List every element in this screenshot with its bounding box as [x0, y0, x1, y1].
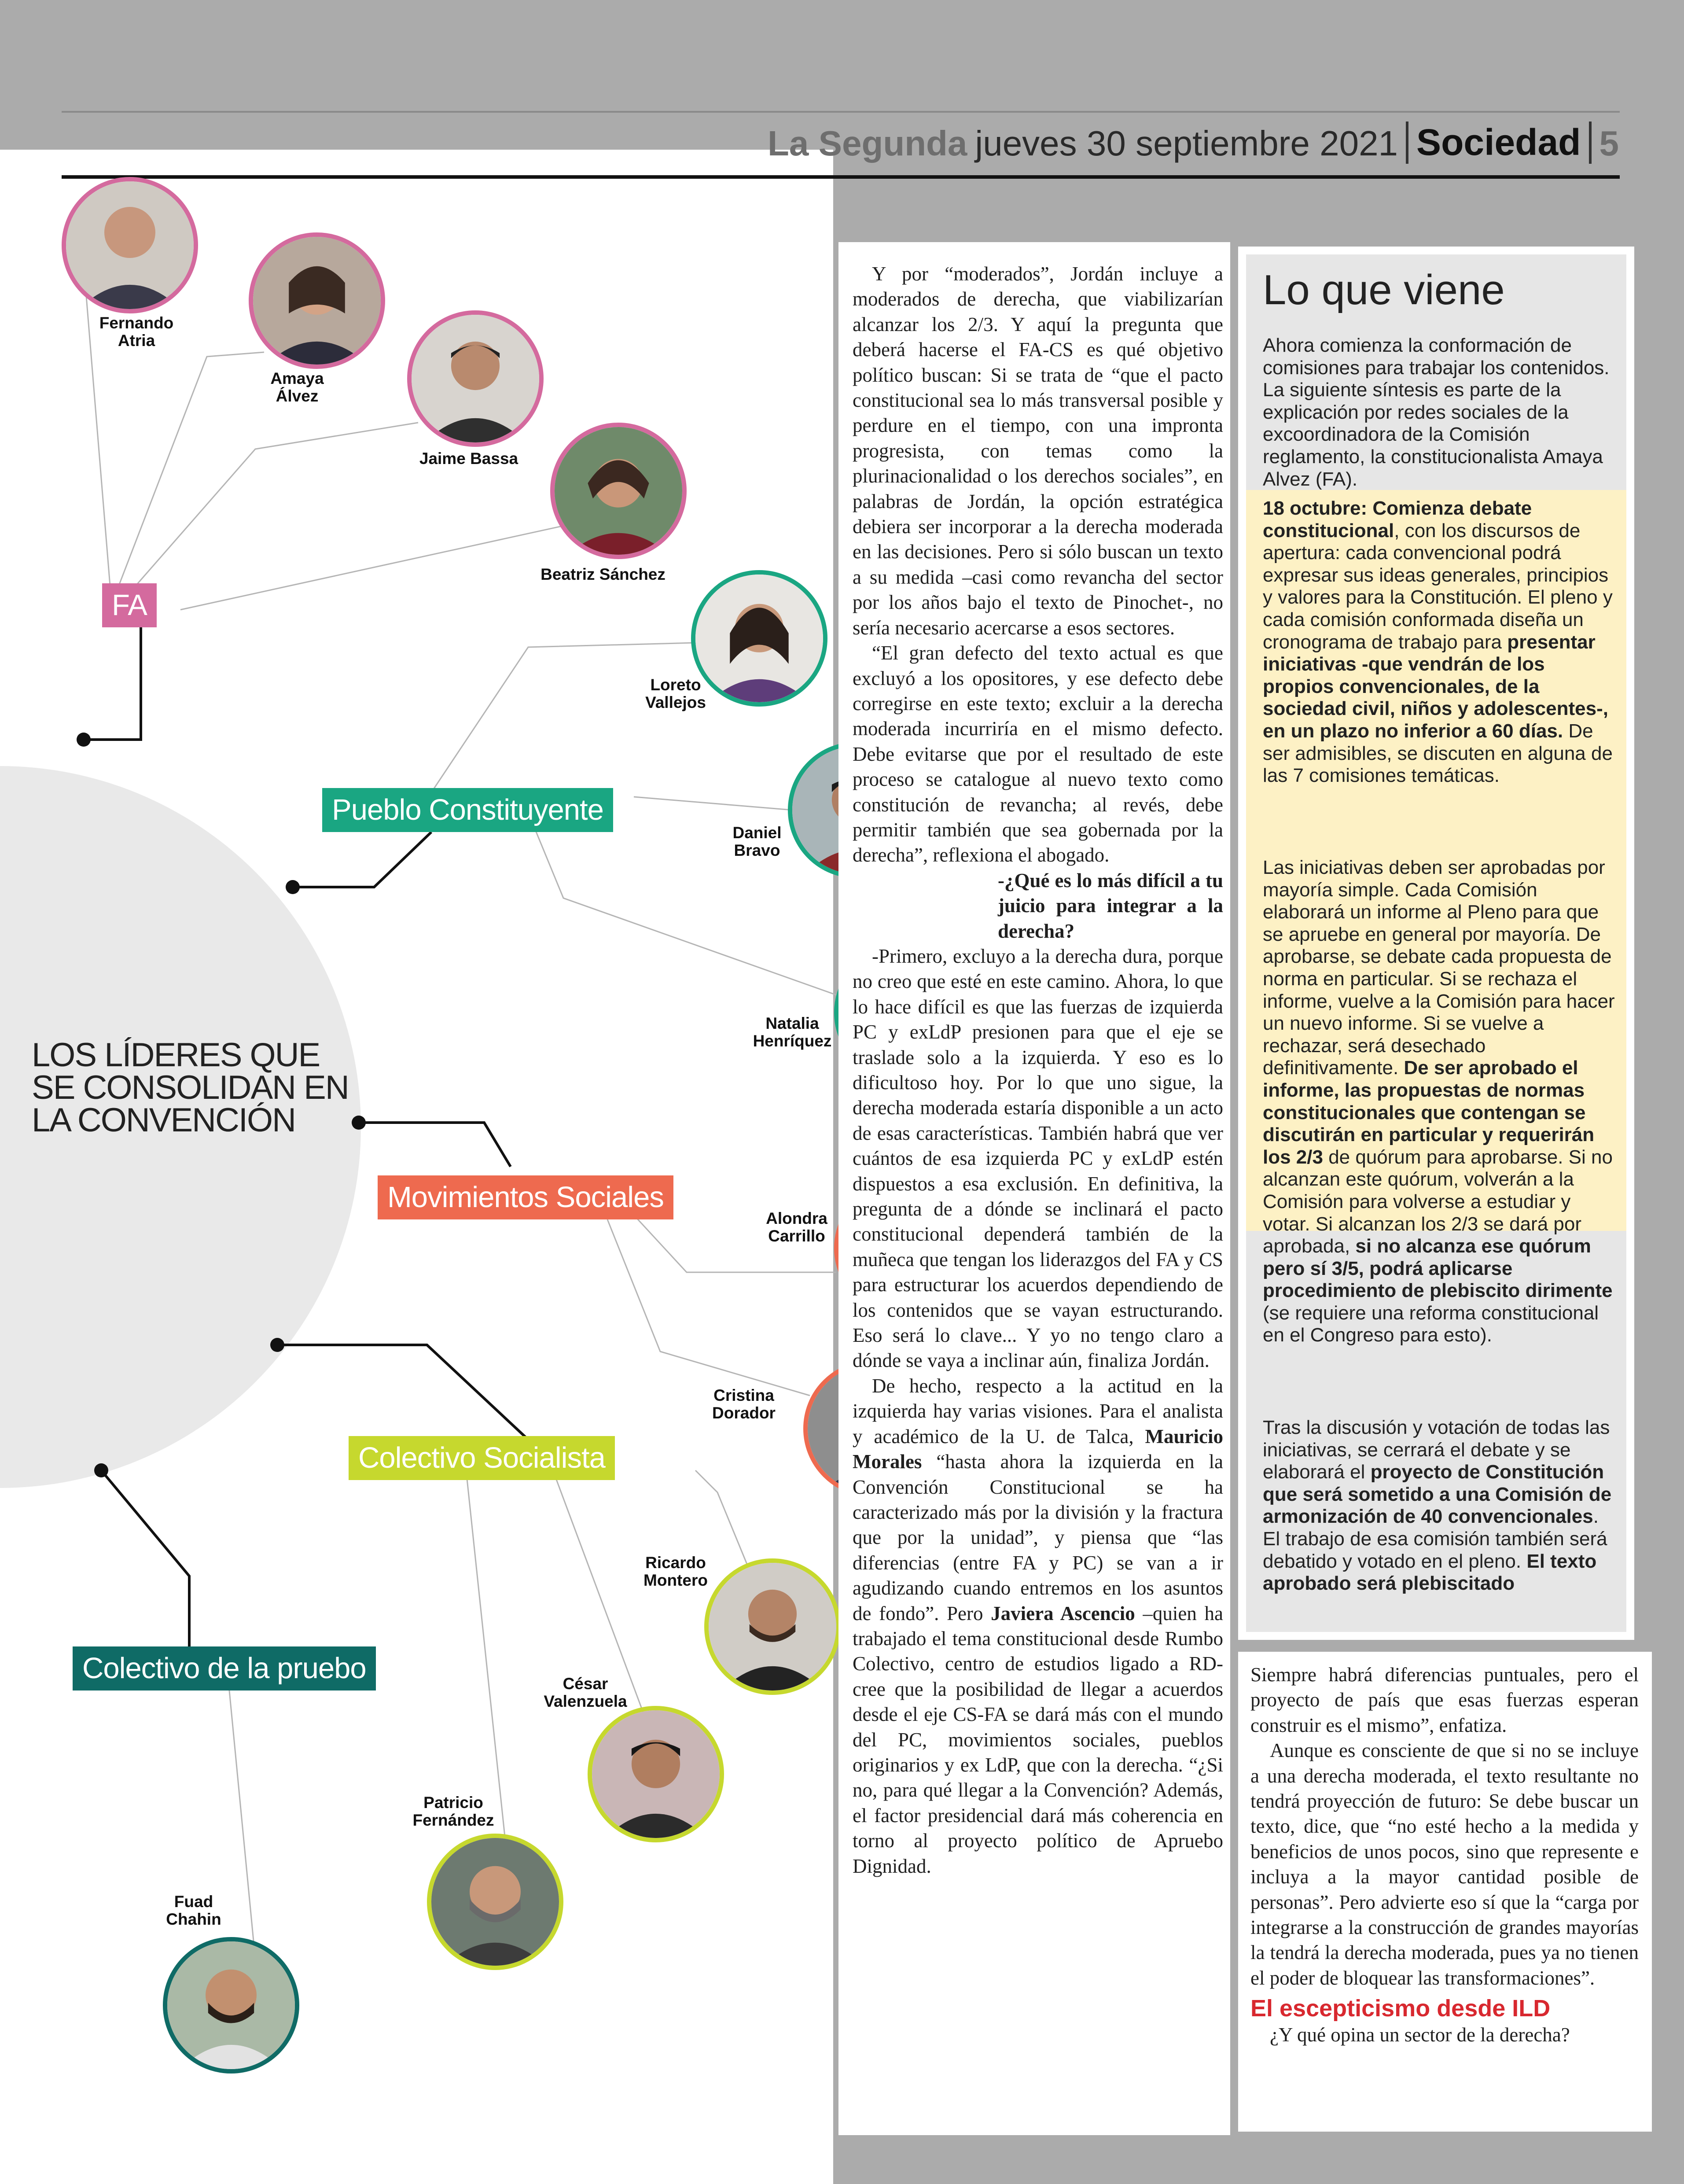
line-alvez: [119, 352, 264, 586]
name-loreto-vallejos: Loreto Vallejos: [645, 676, 706, 711]
name-fuad-chahin: Fuad Chahin: [166, 1893, 221, 1928]
name-natalia-henriquez: Natalia Henríquez: [753, 1014, 832, 1050]
paragraph: Aunque es consciente de que si no se incluye a una derecha moderada, el texto resultante no tendrá proyección de futuro: Se debe buscar un texto, dice, que “no esté hecho a la medida y beneficios de unos pocos, sino que represente e incluya a la mayor cantidad posible de personas”. Pero advierte eso sí que la “carga por integrarse a la construcción de grandes mayorías la tendrá la derecha moderada, pues ya no tienen el poder de bloquear las transformaciones”.: [1250, 1739, 1639, 1989]
tag-movimientos-sociales: Movimientos Sociales: [378, 1175, 673, 1219]
interview-question: -¿Qué es lo más difícil a tu juicio para integrar a la derecha?: [998, 869, 1223, 942]
sidebar-step-2: Las iniciativas deben ser aprobadas por mayoría simple. Cada Comisión elaborará un informe al Pleno para que se apruebe en general por mayoría. De aprobarse, se debate cada propuesta de norma en particular. Si se rechaza el informe, vuelve a la Comisión para hacer un nuevo informe. Si se vuelve a rechazar, será desechado definitivamente. De ser aprobado el informe, las propuestas de normas constitucionales que contengan se discutirán en particular y requerirán los 2/3 de quórum para aprobarse. Si no alcanzan este quórum, volverán a la Comisión para volverse a estudiar y votar. Si alcanzan los 2/3 se dará por aprobada, si no alcanza ese quórum pero sí 3/5, podrá aplicarse procedimiento de plebiscito dirimente (se requiere una reforma constitucional en el Congreso para esto).: [1263, 857, 1615, 1346]
masthead: [768, 115, 1619, 164]
photo-patricio-fernandez: [427, 1834, 563, 1970]
tag-colectivo-socialista: Colectivo Socialista: [349, 1436, 615, 1480]
photo-ricardo-montero: [704, 1558, 841, 1695]
person-avatar-icon: [592, 1710, 720, 1838]
sidebar-inner: [1246, 254, 1626, 1632]
line-montero: [695, 1470, 748, 1567]
paragraph: Y por “moderados”, Jordán incluye a moderados de derecha, que viabilizarían alcanzar los 2/3. Y aquí la pregunta que deberá hacerse el FA-CS es qué objetivo político buscan: Si se trata de “que el pacto constitucional sea lo más transversal posible y perdure en el tiempo, con una impronta progresista, con temas como la plurinacionalidad o los derechos sociales”, en palabras de Jordán, la opción estratégica debiera ser incorporar a la derecha moderada en las decisiones. Pero si sólo buscan un texto a su medida –casi como revancha del sector por los años bajo el texto de Pinochet-, no sería necesario acercarse a esos sectores.: [853, 263, 1223, 639]
person-avatar-icon: [412, 315, 539, 442]
name-ricardo-montero: Ricardo Montero: [643, 1554, 708, 1589]
tag-fa: FA: [102, 583, 157, 627]
name-alondra-carrillo: Alondra Carrillo: [766, 1209, 827, 1245]
sidebar-title: Lo que viene: [1263, 266, 1505, 313]
name-jaime-bassa: Jaime Bassa: [419, 449, 518, 468]
name-fernando-atria: Fernando Atria: [99, 314, 174, 350]
masthead-separator: [1406, 122, 1408, 164]
photo-jaime-bassa: [407, 310, 544, 447]
photo-fernando-atria: [62, 177, 198, 313]
masthead-separator: [1589, 122, 1592, 164]
trunk-fa: [84, 625, 141, 740]
paragraph: -Primero, excluyo a la derecha dura, porque no creo que esté en este camino. Ahora, lo que lo hace difícil es que las fuerzas de izquierda PC y exLdP presionen para que el eje se traslade solo a la izquierda. Y eso es lo dificultoso hoy. Por lo que uno sigue, la derecha moderada estaría disponible a un acto de esas características. También habrá que ver cuántos de esa izquierda PC y exLdP estén dispuestos a esa exclusión. En definitiva, la pregunta de a dónde se inclinará el pacto constitucional dependerá también de la muñeca que tengan los liderazgos del FA y CS para estructurar los acuerdos dependiendo de los contenidos que se vayan estructurando. Eso será lo clave... Y yo no tengo claro a dónde se vaya a inclinar aún, finaliza Jordán.: [853, 945, 1223, 1372]
sidebar-intro: Ahora comienza la conformación de comisiones para trabajar los contenidos. La siguiente síntesis es parte de la explicación por redes sociales de la excoordinadora de la Comisión reglamento, la constitucionalista Amaya Alvez (FA).: [1263, 335, 1610, 490]
infographic-headline: [32, 1036, 393, 1139]
sidebar-box: [1238, 247, 1634, 1640]
person-name: Mauricio Morales: [853, 1425, 1223, 1473]
headline-line: LA CONVENCIÓN: [32, 1101, 296, 1139]
paragraph: ¿Y qué opina un sector de la derecha?: [1270, 2024, 1570, 2046]
trunk-pueblo: [293, 832, 431, 887]
headline-line: SE CONSOLIDAN EN: [32, 1069, 349, 1106]
photo-fuad-chahin: [163, 1937, 299, 2074]
headline-line: LOS LÍDERES QUE: [32, 1036, 320, 1074]
sidebar-step-3: Tras la discusión y votación de todas las iniciativas, se cerrará el debate y se elaborará el proyecto de Constitución que será sometido a una Comisión de armonización de 40 convencionales. El trabajo de esa comisión también será debatido y votado en el pleno. El texto aprobado será plebiscitado: [1263, 1417, 1612, 1595]
article-body: [838, 242, 1230, 1879]
article-column-middle: [838, 242, 1230, 2135]
issue-date: jueves 30 septiembre 2021: [975, 124, 1398, 163]
trunk-apruebo: [101, 1470, 189, 1646]
tag-colectivo-apruebo: Colectivo de la pruebo: [73, 1646, 376, 1690]
name-cristina-dorador: Cristina Dorador: [712, 1386, 776, 1422]
name-amaya-alvez: Amaya Álvez: [270, 369, 324, 405]
name-patricio-fernandez: Patricio Fernández: [412, 1794, 494, 1829]
paragraph: De hecho, respecto a la actitud en la izquierda hay varias visiones. Para el analista y académico de la U. de Talca, Mauricio Morales “hasta ahora la izquierda en la Convención Constitucional se ha caracterizado más por la división y la fractura que por la unidad”, y piensa que “las diferencias (entre FA y PC) se van a ir agudizando cuando entremos en los asuntos de fondo”. Pero Javiera Ascencio –quien ha trabajado el tema constitucional desde Rumbo Colectivo, centro de estudios ligado a RD- cree que la posibilidad de llegar a acuerdos desde el eje CS-FA se dará más con el mundo del PC, movimientos sociales, pueblos originarios y ex LdP, que con la derecha. “¿Si no, para qué llegar a la Convención? Además, el factor presidencial dará más coherencia en torno al proyecto político de Apruebo Dignidad.: [853, 1374, 1223, 1877]
person-avatar-icon: [167, 1941, 295, 2069]
photo-cesar-valenzuela: [588, 1706, 724, 1842]
trunk-colectivo-socialista: [277, 1345, 528, 1440]
sidebar-step-1: 18 octubre: Comienza debate constitucional, con los discursos de apertura: cada convencional podrá expresar sus ideas generales, principios y valores para la Constitución. El pleno y cada comisión conformada diseña un cronograma de trabajo para presentar iniciativas -que vendrán de los propios convencionales, de la sociedad civil, niños y adolescentes-, en un plazo no inferior a 60 días. De ser admisibles, se discuten en alguna de las 7 comisiones temáticas.: [1263, 497, 1613, 787]
photo-amaya-alvez: [249, 232, 385, 369]
name-cesar-valenzuela: César Valenzuela: [544, 1675, 627, 1710]
tag-pueblo-constituyente: Pueblo Constituyente: [322, 788, 613, 832]
line-bassa: [132, 423, 418, 590]
line-sanchez: [180, 524, 572, 610]
name-beatriz-sanchez: Beatriz Sánchez: [540, 565, 666, 583]
person-avatar-icon: [709, 1563, 836, 1690]
person-avatar-icon: [555, 427, 682, 555]
name-daniel-bravo: Daniel Bravo: [732, 824, 782, 859]
newspaper-name: La Segunda: [768, 124, 967, 163]
line-dorador: [607, 1219, 810, 1396]
article-body: [1238, 1652, 1652, 2048]
person-avatar-icon: [253, 237, 381, 365]
line-bravo: [634, 797, 792, 810]
line-vallejos: [431, 643, 695, 792]
subheading: El escepticismo desde ILD: [1250, 1995, 1551, 2022]
line-fernandez: [467, 1475, 506, 1849]
article-column-right: [1238, 1652, 1652, 2132]
photo-beatriz-sanchez: [550, 423, 687, 559]
person-avatar-icon: [66, 181, 194, 309]
paragraph: Siempre habrá diferencias puntuales, pero el proyecto de país que esas fuerzas esperan construir es el mismo”, enfatiza.: [1250, 1664, 1639, 1736]
person-name: Javiera Ascencio: [991, 1602, 1135, 1624]
page-number: 5: [1599, 124, 1619, 163]
section-name: Sociedad: [1416, 122, 1581, 163]
paragraph: “El gran defecto del texto actual es que excluyó a los opositores, y ese defecto debe corregirse en este texto; excluir a la derecha moderada incurriría en el mismo defecto. Debe evitarse que por el resultado de este proceso se catalogue al nuevo texto como constitución de revancha; al revés, debe permitir también que sea gobernada por la derecha”, reflexiona el abogado.: [853, 642, 1223, 866]
person-avatar-icon: [431, 1838, 559, 1966]
